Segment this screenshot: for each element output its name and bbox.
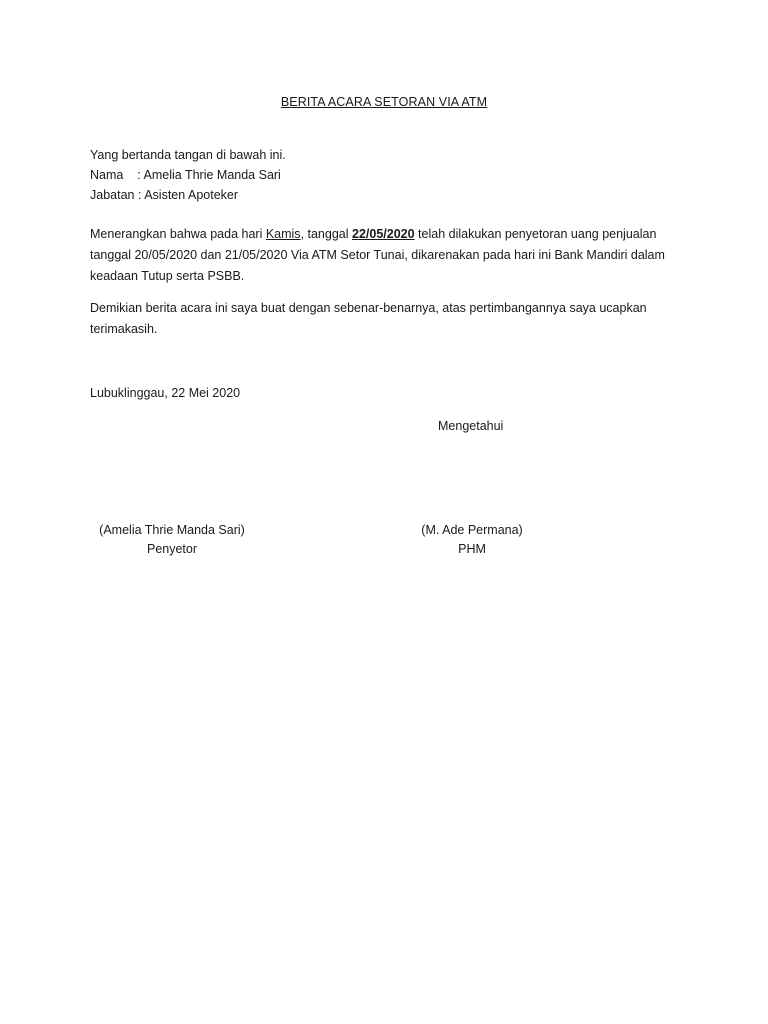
jabatan-value: Asisten Apoteker	[144, 188, 239, 202]
place-date: Lubuklinggau, 22 Mei 2020	[90, 386, 241, 400]
nama-value: Amelia Thrie Manda Sari	[143, 168, 281, 182]
paragraph1-line2: tanggal 20/05/2020 dan 21/05/2020 Via ATM Setor Tunai, dikarenakan pada hari ini Bank Mandiri dalam	[90, 248, 665, 262]
signatory-left-name: (Amelia Thrie Manda Sari)	[99, 523, 245, 537]
signatory-right-name: (M. Ade Permana)	[421, 523, 523, 537]
signatory-right-role: PHM	[458, 542, 486, 556]
intro-line: Yang bertanda tangan di bawah ini.	[90, 148, 286, 162]
paragraph1-line3: keadaan Tutup serta PSBB.	[90, 269, 245, 283]
document-title: BERITA ACARA SETORAN VIA ATM	[280, 95, 488, 109]
signatory-left-role: Penyetor	[146, 542, 198, 556]
para1-text-b: , tanggal	[300, 227, 352, 241]
para1-day: Kamis	[265, 227, 301, 241]
jabatan-label: Jabatan :	[90, 188, 145, 202]
paragraph2-line1: Demikian berita acara ini saya buat dengan sebenar-benarnya, atas pertimbangannya saya ucapkan	[90, 301, 647, 315]
para1-text-c: telah dilakukan penyetoran uang penjualan	[414, 227, 657, 241]
para1-date: 22/05/2020	[352, 227, 415, 241]
paragraph2-line2: terimakasih.	[90, 322, 158, 336]
nama-label: Nama :	[90, 168, 144, 182]
para1-text-a: Menerangkan bahwa pada hari	[90, 227, 266, 241]
mengetahui-label: Mengetahui	[438, 419, 504, 433]
paragraph1-line1	[90, 224, 656, 244]
jabatan-line	[90, 185, 238, 205]
nama-line	[90, 165, 281, 185]
